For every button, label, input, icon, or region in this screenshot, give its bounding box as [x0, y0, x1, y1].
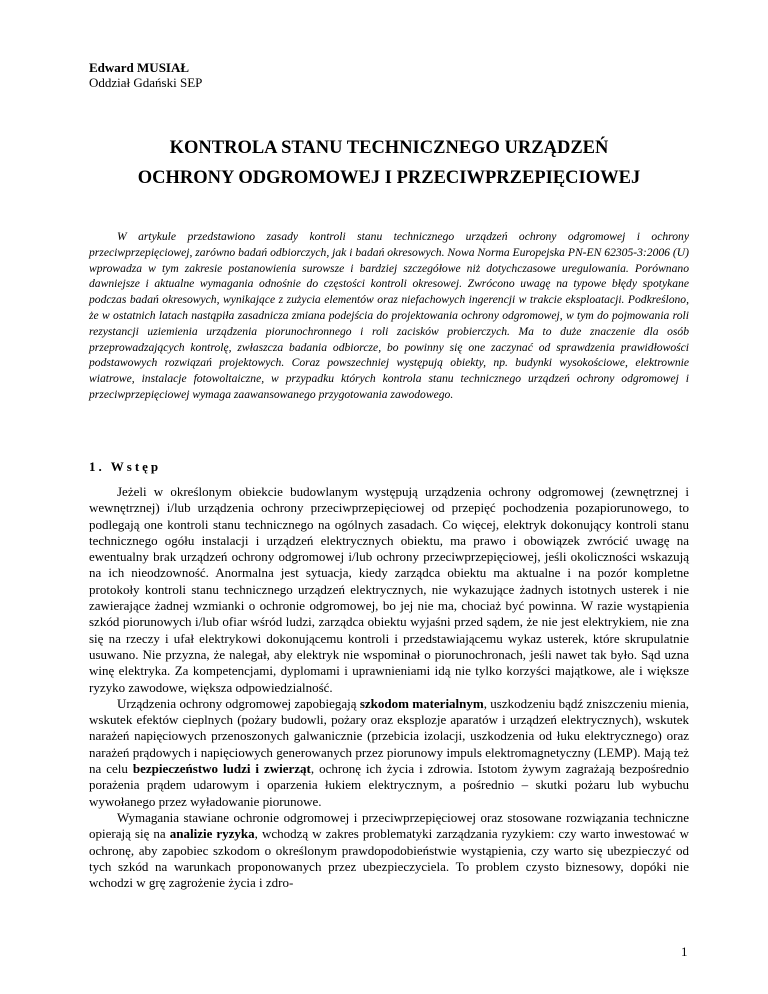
paragraph-3-text-c: , wchodzą w zakres problematyki zarządzania ryzykiem: czy warto inwestować w ochronę, aby zapobiec szkodom o określonym prawdopodobieństwie wystąpienia, czy warto się ubezpieczyć od tych szkód na warunkach proponowanych przez ubezpieczyciela. To problem czysto biznesowy, dopóki nie wchodzi w grę zagrożenie życia i zdro-: [89, 826, 689, 891]
body-text: [89, 484, 689, 891]
abstract: W artykule przedstawiono zasady kontroli stanu technicznego urządzeń ochrony odgromowej i ochrony przeciwprzepięciowej, zarówno badań odbiorczych, jak i badań okresowych. Nowa Norma Europejska PN-EN 62305-3:2006 (U) wprowadza w tym zakresie postanowienia surowsze i bardziej szczegółowe niż dotychczasowe uregulowania. Porównano dawniejsze i aktualne wymagania odnośnie do częstości kontroli okresowej. Zwrócono uwagę na typowe błędy spotykane podczas badań okresowych, wynikające z zużycia elementów oraz niefachowych ingerencji w trakcie eksploatacji. Podkreślono, że w ostatnich latach nastąpiła zasadnicza zmiana podejścia do projektowania ochrony odgromowej, w tym do pojmowania roli rezystancji uziemienia urządzenia piorunochronnego i roli zacisków probierczych. Ma to duże znaczenie dla osób przeprowadzających kontrolę, zwłaszcza badania odbiorcze, bo powinny się one zaczynać od sprawdzenia prawidłowości podstawowych rozwiązań projektowych. Coraz powszechniej występują obiekty, np. budynki wysokościowe, elektrownie wiatrowe, instalacje fotowoltaiczne, w przypadku których kontrola stanu technicznego urządzeń ochrony odgromowej i przeciwprzepięciowej wymaga zaawansowanego przygotowania zawodowego.: [89, 230, 689, 401]
emphasis-safety: bezpieczeństwo ludzi i zwierząt: [132, 761, 311, 777]
author-department: Oddział Gdański SEP: [89, 75, 203, 90]
paragraph-2: [89, 696, 689, 810]
paragraph-3-text-a: Wymagania stawiane ochronie odgromowej i przeciwprzepięciowej oraz stosowane rozwiązania techniczne opierają się na: [89, 809, 689, 842]
paragraph-2-text-d: , ochronę ich życia i zdrowia. Istotom żywym zagrażają bezpośrednio porażenia prądem udarowym i oparzenia łukiem elektrycznym, a pośrednio – skutki pożaru lub wybuchu wywołanego przez wyładowanie piorunowe.: [89, 761, 689, 809]
author-name: Edward MUSIAŁ: [89, 60, 190, 75]
paragraph-2-text-c: , uszkodzeniu bądź zniszczeniu mienia, wskutek efektów cieplnych (pożary budowli, pożary oraz eksplozje aparatów i urządzeń elektrycznych), wskutek narażeń napięciowych przenoszonych galwanicznie (przebicia izolacji, uszkodzenia od łuku elektrycznego) oraz narażeń prądowych i napięciowych generowanych przez piorunowy impuls elektromagnetyczny (LEMP). Mają też na celu: [89, 695, 689, 777]
document-title: [89, 133, 689, 193]
emphasis-risk-analysis: analizie ryzyka: [169, 826, 255, 842]
author-block: [89, 60, 202, 90]
title-line-2: OCHRONY ODGROMOWEJ I PRZECIWPRZEPIĘCIOWEJ: [137, 168, 641, 188]
emphasis-material-damage: szkodom materialnym: [359, 695, 484, 711]
paragraph-2-text-a: Urządzenia ochrony odgromowej zapobiegają: [117, 695, 360, 711]
title-line-1: KONTROLA STANU TECHNICZNEGO URZĄDZEŃ: [169, 138, 609, 158]
paragraph-1: Jeżeli w określonym obiekcie budowlanym występują urządzenia ochrony odgromowej (zewnętrznej i wewnętrznej) i/lub urządzenia ochrony przeciwprzepięciowej od przepięć pochodzenia pozapiorunowego, to podlegają one kontroli stanu technicznego na ogólnych zasadach. Co więcej, elektryk dokonujący kontroli stanu technicznego ogółu instalacji i urządzeń elektrycznych obiektu, ma prawo i obowiązek zwrócić uwagę na ewentualny brak urządzeń ochrony odgromowej i/lub ochrony przeciwprzepięciowej, jeśli okoliczności wskazują na ich nieodzowność. Anormalna jest sytuacja, kiedy zarządca obiektu ma aktualne i na pozór kompletne protokoły kontroli stanu technicznego urządzeń elektrycznych, nie wykazujące żadnych istotnych usterek i nie zawierające żadnej wzmianki o ochronie odgromowej, bo jej nie ma, chociaż być powinna. W razie wystąpienia szkód piorunowych i/lub ofiar wśród ludzi, zarządca obiektu wyjaśni przed sądem, że nie jest elektrykiem, nie zna się na rzeczy i ufał elektrykowi dokonującemu kontroli i przedstawiającemu wykaz usterek, które skrupulatnie usuwano. Nie przyzna, że nalegał, aby elektryk nie wspominał o piorunochronach, jeśli nawet tak było. Sąd uzna winę elektryka. Za kompetencjami, dyplomami i uprawnieniami idą nie tylko korzyści majątkowe, ale i większe ryzyko zawodowe, większa odpowiedzialność.: [89, 484, 689, 695]
page-number: 1: [681, 944, 688, 959]
section-heading: 1. Wstęp: [89, 459, 162, 474]
paragraph-3: [89, 810, 689, 891]
